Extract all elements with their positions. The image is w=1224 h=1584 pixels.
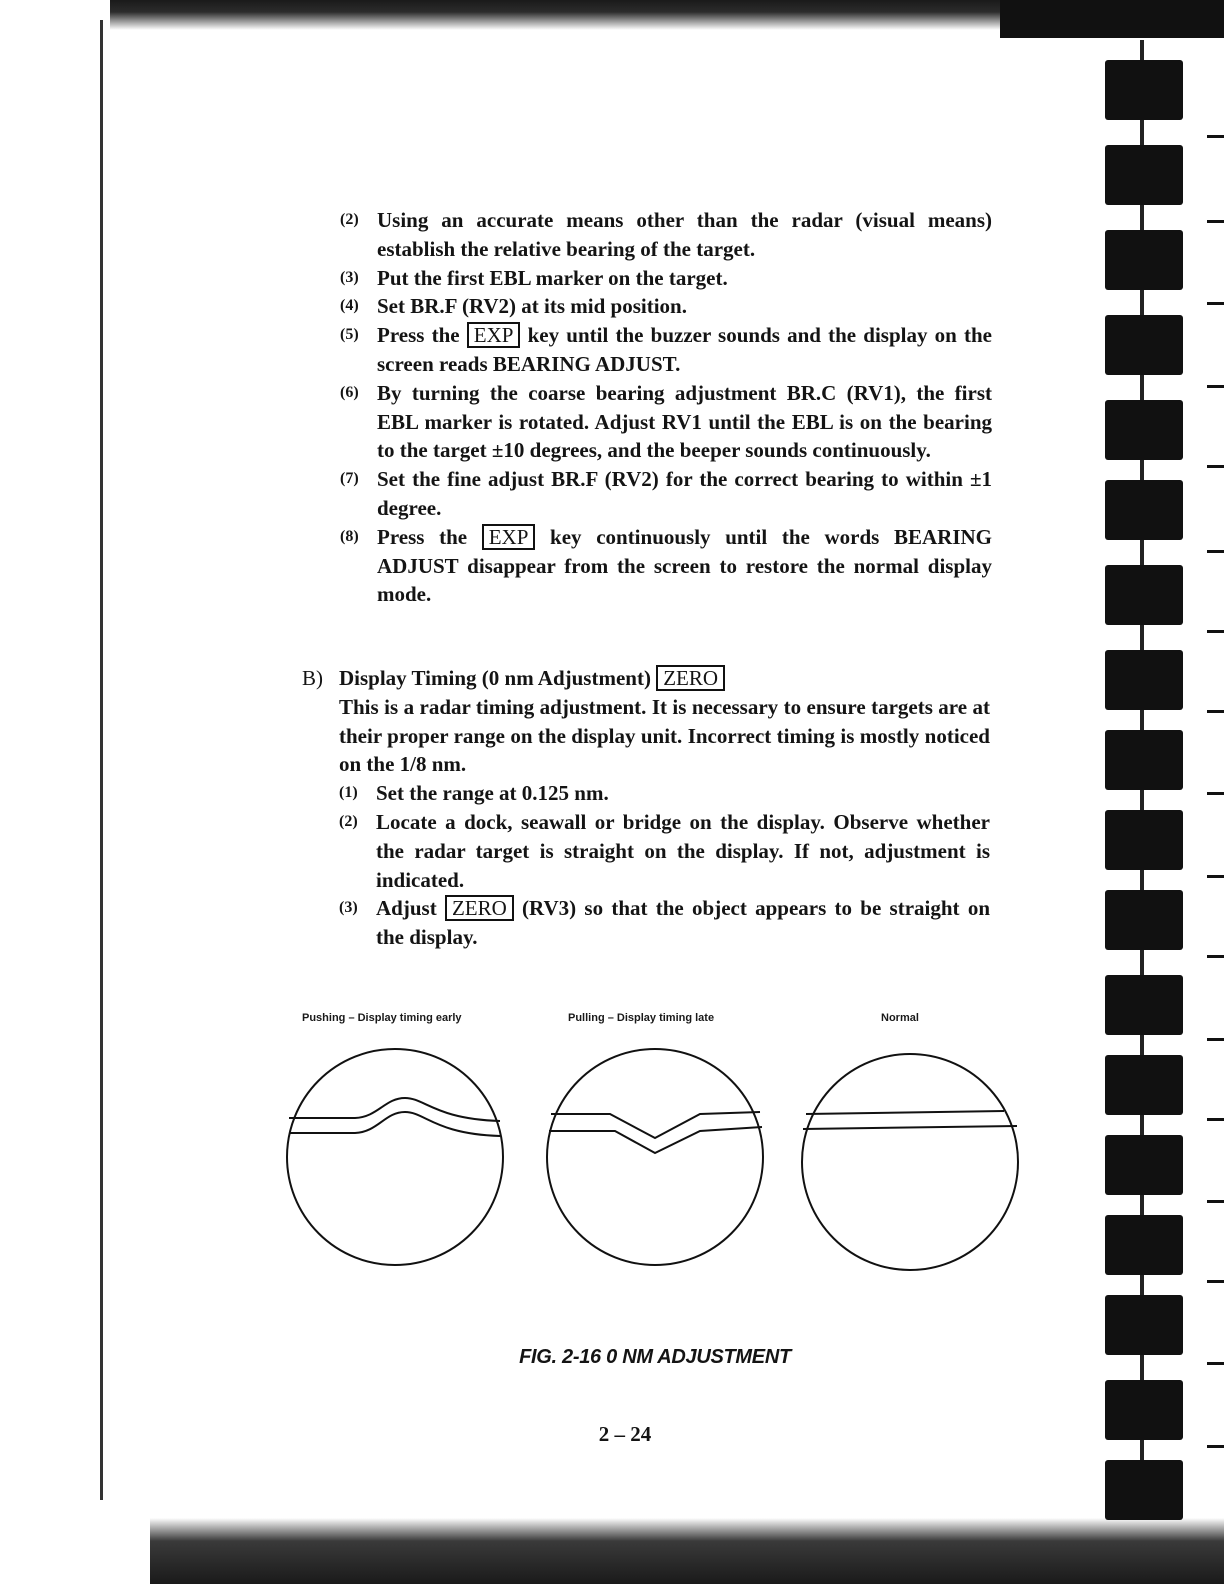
item-text: Set the range at 0.125 nm. bbox=[376, 781, 609, 806]
binding-ring bbox=[1105, 975, 1183, 1035]
scan-corner-top-right bbox=[1000, 0, 1224, 38]
binding-tick bbox=[1207, 1280, 1224, 1283]
binding-tick bbox=[1207, 465, 1224, 468]
scan-edge-bottom bbox=[150, 1518, 1224, 1584]
binding-ring bbox=[1105, 1295, 1183, 1355]
binding-ring bbox=[1105, 890, 1183, 950]
item-number: (3) bbox=[340, 268, 359, 286]
display-circle-normal bbox=[802, 1054, 1018, 1270]
item-text: By turning the coarse bearing adjustment BR.C (RV1), the first EBL marker is rotated. Adjust RV1 until the EBL is on the bearing to the target ±10 degrees, and the beeper sounds continuously. bbox=[377, 380, 992, 463]
steps-list-b bbox=[302, 779, 990, 952]
list-item bbox=[339, 779, 990, 808]
section-title: Display Timing (0 nm Adjustment) bbox=[339, 666, 651, 690]
page-number: 2 – 24 bbox=[598, 1422, 652, 1446]
binding-tick bbox=[1207, 875, 1224, 878]
list-item bbox=[340, 292, 992, 321]
item-text: Put the first EBL marker on the target. bbox=[377, 265, 728, 290]
item-text-after: key until the buzzer sounds and the display on the screen reads BEARING ADJUST. bbox=[377, 323, 992, 376]
binding-tick bbox=[1207, 302, 1224, 305]
label-pulling: Pulling – Display timing late bbox=[568, 1012, 715, 1024]
binding-tick bbox=[1207, 1200, 1224, 1203]
list-item bbox=[340, 206, 992, 264]
item-number: (4) bbox=[340, 297, 359, 315]
binding-ring bbox=[1105, 145, 1183, 205]
target-line-normal-upper bbox=[806, 1111, 1004, 1114]
item-number: (5) bbox=[340, 326, 359, 344]
binding-tick bbox=[1207, 792, 1224, 795]
item-text: Set the fine adjust BR.F (RV2) for the correct bearing to within ±1 degree. bbox=[377, 467, 992, 520]
list-item bbox=[339, 808, 990, 894]
binding-tick bbox=[1207, 550, 1224, 553]
item-number: (2) bbox=[340, 211, 359, 228]
zero-key-label: ZERO bbox=[656, 665, 725, 691]
binding-tick bbox=[1207, 1038, 1224, 1041]
binding-ring bbox=[1105, 315, 1183, 375]
item-text-after: key continuously until the words BEARING ADJUST disappear from the screen to restore the normal display mode. bbox=[377, 524, 992, 607]
list-item bbox=[340, 523, 992, 609]
section-b-heading bbox=[302, 664, 990, 693]
item-text: Using an accurate means other than the radar (visual means) establish the relative bearing of the target. bbox=[377, 208, 992, 261]
display-circle-pulling bbox=[547, 1049, 763, 1265]
binding-ring bbox=[1105, 1055, 1183, 1115]
binding-tick bbox=[1207, 955, 1224, 958]
item-text-before: Press the bbox=[377, 323, 460, 348]
item-number: (7) bbox=[340, 470, 359, 488]
item-number: (8) bbox=[340, 527, 359, 545]
display-circle-pushing bbox=[287, 1049, 503, 1265]
binding-ring bbox=[1105, 730, 1183, 790]
binding-tick bbox=[1207, 1445, 1224, 1448]
figure-caption: FIG. 2-16 0 NM ADJUSTMENT bbox=[519, 1346, 791, 1368]
list-item bbox=[340, 264, 992, 293]
item-number: (2) bbox=[339, 812, 358, 830]
scan-edge-left bbox=[100, 20, 103, 1500]
spiral-binding bbox=[1095, 40, 1224, 1520]
binding-ring bbox=[1105, 230, 1183, 290]
binding-ring bbox=[1105, 60, 1183, 120]
item-number: (6) bbox=[340, 383, 359, 401]
binding-ring bbox=[1105, 810, 1183, 870]
list-item bbox=[340, 379, 992, 465]
item-text-after: (RV3) so that the object appears to be straight on the display. bbox=[376, 896, 990, 950]
binding-ring bbox=[1105, 565, 1183, 625]
section-letter: B) bbox=[302, 666, 323, 690]
target-line-pushing-lower bbox=[289, 1112, 500, 1136]
binding-tick bbox=[1207, 135, 1224, 138]
label-pushing: Pushing – Display timing early bbox=[302, 1012, 462, 1024]
binding-ring bbox=[1105, 650, 1183, 710]
target-line-pushing-upper bbox=[289, 1098, 500, 1121]
binding-ring bbox=[1105, 1380, 1183, 1440]
binding-ring bbox=[1105, 1135, 1183, 1195]
binding-ring bbox=[1105, 400, 1183, 460]
list-item bbox=[339, 894, 990, 952]
binding-ring bbox=[1105, 1215, 1183, 1275]
binding-tick bbox=[1207, 1118, 1224, 1121]
binding-tick bbox=[1207, 1362, 1224, 1365]
section-b bbox=[302, 664, 990, 952]
binding-tick bbox=[1207, 385, 1224, 388]
target-line-pulling-lower bbox=[549, 1127, 762, 1153]
exp-key-label: EXP bbox=[467, 322, 521, 348]
target-line-normal-lower bbox=[803, 1126, 1017, 1129]
label-normal: Normal bbox=[881, 1012, 919, 1024]
steps-list-a bbox=[340, 206, 992, 609]
list-item bbox=[340, 465, 992, 523]
binding-tick bbox=[1207, 710, 1224, 713]
item-text: Locate a dock, seawall or bridge on the display. Observe whether the radar target is straight on the display. If not, adjustment is indicated. bbox=[376, 809, 990, 892]
item-text: Set BR.F (RV2) at its mid position. bbox=[377, 294, 687, 319]
item-text-before: Press the bbox=[377, 524, 468, 549]
binding-ring bbox=[1105, 1460, 1183, 1520]
binding-tick bbox=[1207, 220, 1224, 223]
exp-key-label: EXP bbox=[482, 524, 536, 550]
binding-tick bbox=[1207, 630, 1224, 633]
item-text-before: Adjust bbox=[376, 896, 437, 921]
item-number: (1) bbox=[339, 784, 358, 802]
zero-key-label: ZERO bbox=[445, 895, 514, 921]
item-number: (3) bbox=[339, 899, 358, 917]
target-line-pulling-upper bbox=[551, 1112, 760, 1138]
list-item bbox=[340, 321, 992, 379]
section-b-intro: This is a radar timing adjustment. It is necessary to ensure targets are at their proper range on the display unit. Incorrect timing is mostly noticed on the 1/8 nm. bbox=[339, 694, 990, 777]
binding-ring bbox=[1105, 480, 1183, 540]
